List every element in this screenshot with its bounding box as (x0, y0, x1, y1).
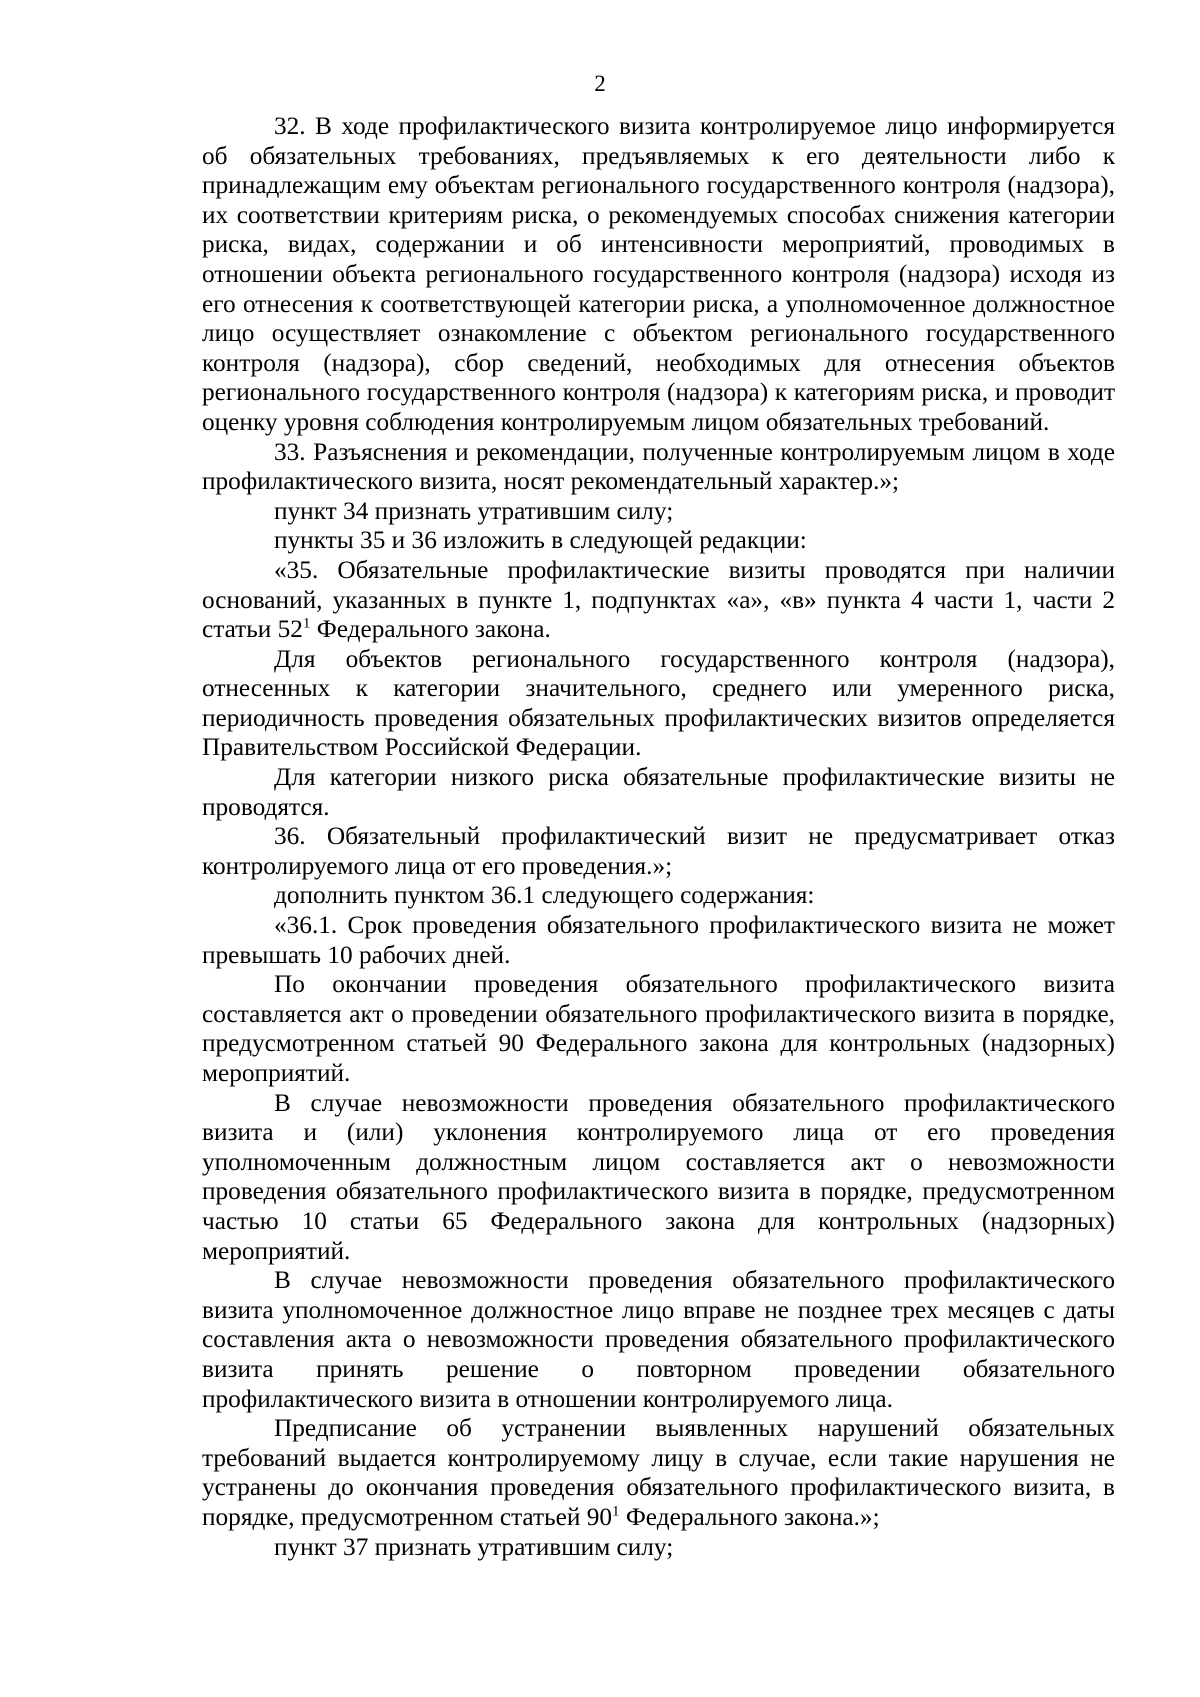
paragraph-prescription-superscript: 1 (612, 1503, 620, 1520)
paragraph-35-text: «35. Обязательные профилактические визиты проводятся при наличии оснований, указанных в пункте 1, подпунктах «а», «в» пункта 4 части 1, части 2 статьи 52 (202, 555, 1115, 644)
paragraph-33: 33. Разъяснения и рекомендации, полученные контролируемым лицом в ходе профилактического визита, носят рекомендательный характер.»; (202, 437, 1115, 496)
paragraph-prescription-text: Предписание об устранении выявленных нарушений обязательных требований выдается контролируемому лицу в случае, если такие нарушения не устранены до окончания проведения обязательного профилактического визита, в порядке, предусмотренном статьей 90 (202, 1414, 1115, 1531)
paragraph-periodicity: Для объектов регионального государственного контроля (надзора), отнесенных к категории значительного, среднего или умеренного риска, периодичность проведения обязательных профилактических визитов определяется Правительством Российской Федерации. (202, 644, 1115, 762)
paragraph-36: 36. Обязательный профилактический визит не предусматривает отказ контролируемого лица от его проведения.»; (202, 822, 1115, 880)
paragraph-act-drawing: По окончании проведения обязательного профилактического визита составляется акт о проведении обязательного профилактического визита в порядке, предусмотренном статьей 90 Федерального закона для контрольных (надзорных) мероприятий. (202, 970, 1115, 1087)
paragraph-repeat-visit: В случае невозможности проведения обязательного профилактического визита уполномоченное должностное лицо вправе не позднее трех месяцев с даты составления акта о невозможности проведения обязательного профилактического визита принять решение о повторном проведении обязательного профилактического визита в отношении контролируемого лица. (202, 1266, 1115, 1413)
paragraph-items-35-36-intro: пункты 35 и 36 изложить в следующей редакции: (274, 526, 807, 555)
paragraph-item-37-repeal: пункт 37 признать утратившим силу; (274, 1532, 674, 1561)
paragraph-35 (202, 556, 1115, 645)
page-number: 2 (594, 71, 606, 96)
paragraph-35-tail: Федерального закона. (310, 615, 551, 644)
paragraph-35-superscript: 1 (302, 615, 311, 632)
paragraph-low-risk: Для категории низкого риска обязательные профилактические визиты не проводятся. (202, 763, 1115, 821)
paragraph-item-34-repeal: пункт 34 признать утратившим силу; (274, 496, 674, 525)
document-body (202, 112, 1115, 1562)
paragraph-impossibility-act: В случае невозможности проведения обязательного профилактического визита и (или) уклонения контролируемого лица от его проведения уполномоченным должностным лицом составляется акт о невозможности проведения обязательного профилактического визита в порядке, предусмотренном частью 10 статьи 65 Федерального закона для контрольных (надзорных) мероприятий. (202, 1088, 1115, 1265)
paragraph-36-1: «36.1. Срок проведения обязательного профилактического визита не может превышать 10 рабочих дней. (202, 911, 1115, 969)
paragraph-32: 32. В ходе профилактического визита контролируемое лицо информируется об обязательных требованиях, предъявляемых к его деятельности либо к принадлежащим ему объектам регионального государственного контроля (надзора), их соответствии критериям риска, о рекомендуемых способах снижения категории риска, видах, содержании и об интенсивности мероприятий, проводимых в отношении объекта регионального государственного контроля (надзора) исходя из его отнесения к соответствующей категории риска, а уполномоченное должностное лицо осуществляет ознакомление с объектом регионального государственного контроля (надзора), сбор сведений, необходимых для отнесения объектов регионального государственного контроля (надзора) к категориям риска, и проводит оценку уровня соблюдения контролируемым лицом обязательных требований. (202, 112, 1115, 436)
paragraph-prescription-tail: Федерального закона.»; (619, 1502, 880, 1531)
paragraph-prescription (202, 1414, 1115, 1532)
paragraph-item-36-1-intro: дополнить пунктом 36.1 следующего содержания: (274, 881, 815, 910)
